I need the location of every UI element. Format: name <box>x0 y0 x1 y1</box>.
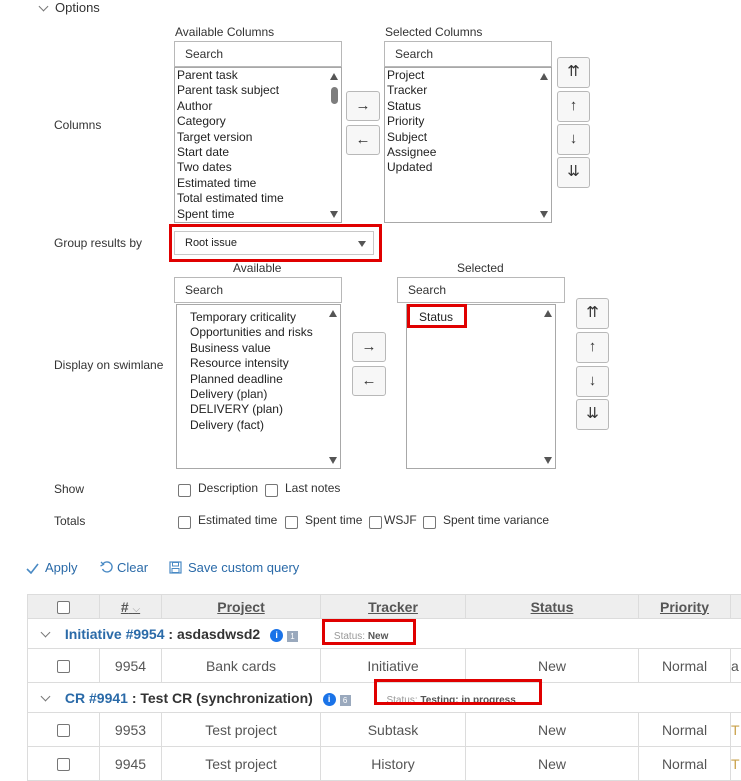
list-item[interactable]: Delivery (plan) <box>190 387 268 402</box>
add-swimlane-button[interactable]: → <box>352 332 386 362</box>
list-item[interactable]: Assignee <box>387 145 437 160</box>
available-columns-search[interactable]: Search <box>174 41 342 67</box>
chevron-down-icon[interactable] <box>41 691 51 701</box>
list-item[interactable]: Project <box>387 68 425 82</box>
sort-chevron-icon: ⌵ <box>132 603 141 615</box>
cell-id[interactable]: 9954 <box>100 649 162 683</box>
totals-spent-label: Spent time <box>305 513 363 527</box>
list-item[interactable]: Planned deadline <box>190 371 283 386</box>
move-swimlane-up-button[interactable]: ↑ <box>576 332 609 363</box>
scroll-up-icon[interactable] <box>540 73 548 80</box>
cell-tracker: Initiative <box>321 649 466 683</box>
show-label: Show <box>54 482 85 496</box>
cell-subject: a <box>731 649 741 683</box>
move-column-bottom-button[interactable]: ⇊ <box>557 157 590 188</box>
swimlane-available-search[interactable]: Search <box>174 277 342 303</box>
column-header-tracker[interactable]: Tracker <box>321 595 466 619</box>
chevron-down-icon <box>358 241 366 247</box>
totals-spent-variance-checkbox[interactable] <box>423 516 436 529</box>
row-checkbox[interactable] <box>57 724 70 737</box>
row-select-cell[interactable] <box>28 747 100 781</box>
swimlane-selected-header: Selected <box>457 261 504 275</box>
check-icon <box>26 563 39 574</box>
move-swimlane-bottom-button[interactable]: ⇊ <box>576 399 609 430</box>
list-item[interactable]: Updated <box>387 160 433 175</box>
scroll-down-icon[interactable] <box>540 211 548 218</box>
add-column-button[interactable]: → <box>346 91 380 121</box>
scroll-down-icon[interactable] <box>330 211 338 218</box>
totals-estimated-checkbox[interactable] <box>178 516 191 529</box>
select-all-checkbox[interactable] <box>57 601 70 614</box>
list-item[interactable]: Author <box>177 98 213 113</box>
list-item[interactable]: Estimated time <box>177 175 257 190</box>
cell-tracker: History <box>321 747 466 781</box>
cell-tracker: Subtask <box>321 713 466 747</box>
column-header-id-label: # <box>120 598 129 615</box>
cell-subject: T <box>731 713 741 747</box>
list-item[interactable]: Business value <box>190 340 271 355</box>
row-select-cell[interactable] <box>28 649 100 683</box>
list-item[interactable]: Opportunities and risks <box>190 325 313 340</box>
undo-icon <box>100 561 113 574</box>
scroll-down-icon[interactable] <box>544 457 552 464</box>
cell-priority: Normal <box>639 713 731 747</box>
list-item[interactable]: Start date <box>177 145 230 160</box>
cell-project: Test project <box>162 713 321 747</box>
available-columns-list[interactable] <box>174 67 342 223</box>
cell-status: New <box>466 713 639 747</box>
totals-estimated-label: Estimated time <box>198 513 278 527</box>
swimlane-selected-search[interactable]: Search <box>397 277 565 303</box>
list-item[interactable]: Total estimated time <box>177 191 284 206</box>
list-item[interactable]: Resource intensity <box>190 356 289 371</box>
count-badge: 1 <box>287 631 298 642</box>
cell-id[interactable]: 9953 <box>100 713 162 747</box>
select-all-header[interactable] <box>28 595 100 619</box>
column-header-priority[interactable]: Priority <box>639 595 731 619</box>
options-toggle[interactable]: Options <box>55 0 100 15</box>
scrollbar-thumb[interactable] <box>331 87 338 104</box>
totals-wsjf-label: WSJF <box>384 513 417 527</box>
move-swimlane-top-button[interactable]: ⇈ <box>576 298 609 329</box>
totals-wsjf-checkbox[interactable] <box>369 516 382 529</box>
list-item[interactable]: Two dates <box>177 160 232 175</box>
table-header-row <box>28 595 741 619</box>
remove-column-button[interactable]: ← <box>346 125 380 155</box>
cell-status: New <box>466 649 639 683</box>
column-header-project[interactable]: Project <box>162 595 321 619</box>
chevron-down-icon[interactable] <box>39 2 49 12</box>
table-row[interactable] <box>28 747 741 781</box>
list-item[interactable]: Target version <box>177 129 253 144</box>
list-item[interactable]: Priority <box>387 114 425 129</box>
column-header-status[interactable]: Status <box>466 595 639 619</box>
chevron-down-icon[interactable] <box>41 627 51 637</box>
group-issue-link[interactable]: CR #9941 <box>64 689 128 706</box>
highlight-box <box>374 679 542 705</box>
list-item[interactable]: Subject <box>387 129 428 144</box>
totals-spent-checkbox[interactable] <box>285 516 298 529</box>
list-item[interactable]: Status <box>387 98 422 113</box>
cell-priority: Normal <box>639 747 731 781</box>
swimlane-label: Display on swimlane <box>54 358 164 372</box>
scroll-down-icon[interactable] <box>329 457 337 464</box>
list-item[interactable]: Temporary criticality <box>190 310 297 324</box>
highlight-box <box>322 619 416 645</box>
status-label: Status: <box>386 694 418 706</box>
available-columns-header: Available Columns <box>175 25 275 39</box>
highlight-box <box>407 304 467 328</box>
status-value: New <box>367 630 389 642</box>
list-item[interactable]: Delivery (fact) <box>190 417 265 432</box>
totals-label: Totals <box>54 514 86 528</box>
row-checkbox[interactable] <box>57 758 70 771</box>
list-item[interactable]: Status <box>419 310 454 324</box>
column-header-id[interactable] <box>100 595 162 619</box>
group-results-label: Group results by <box>54 236 143 250</box>
count-badge: 6 <box>340 695 351 706</box>
group-title: : Test CR (synchronization) <box>131 689 313 706</box>
selected-columns-header: Selected Columns <box>385 25 483 39</box>
table-row[interactable] <box>28 713 741 747</box>
scroll-up-icon[interactable] <box>329 310 337 317</box>
group-results-value: Root issue <box>185 237 237 249</box>
save-icon <box>169 561 182 574</box>
remove-swimlane-button[interactable]: ← <box>352 366 386 396</box>
list-item[interactable]: Tracker <box>387 83 428 98</box>
move-column-down-button[interactable]: ↓ <box>557 124 590 155</box>
move-swimlane-down-button[interactable]: ↓ <box>576 366 609 397</box>
cell-status: New <box>466 747 639 781</box>
show-last-notes-checkbox[interactable] <box>265 484 278 497</box>
swimlane-available-header: Available <box>233 261 282 275</box>
group-issue-link[interactable]: Initiative #9954 <box>64 625 165 642</box>
save-query-button[interactable]: Save custom query <box>188 560 300 575</box>
apply-button[interactable]: Apply <box>45 560 78 575</box>
column-header-more <box>731 595 741 619</box>
scroll-up-icon[interactable] <box>330 73 338 80</box>
selected-columns-list[interactable] <box>384 67 552 223</box>
status-value: Testing: in progress <box>420 694 516 706</box>
swimlane-selected-list[interactable] <box>406 304 556 469</box>
list-item[interactable]: Parent task subject <box>177 83 280 98</box>
row-select-cell[interactable] <box>28 713 100 747</box>
group-title: : asdasdwsd2 <box>168 625 261 642</box>
cell-project: Bank cards <box>162 649 321 683</box>
table-row[interactable] <box>28 649 741 683</box>
show-description-label: Description <box>198 481 259 495</box>
move-column-up-button[interactable]: ↑ <box>557 91 590 122</box>
move-column-top-button[interactable]: ⇈ <box>557 57 590 88</box>
group-results-select[interactable] <box>174 231 374 255</box>
clear-button[interactable]: Clear <box>117 560 149 575</box>
list-item[interactable]: Parent task <box>177 68 238 82</box>
list-item[interactable]: DELIVERY (plan) <box>190 402 283 417</box>
scroll-up-icon[interactable] <box>544 310 552 317</box>
status-label: Status: <box>333 630 366 642</box>
selected-columns-search[interactable]: Search <box>384 41 552 67</box>
info-icon[interactable]: i <box>270 629 283 642</box>
cell-project: Test project <box>162 747 321 781</box>
row-checkbox[interactable] <box>57 660 70 673</box>
columns-label: Columns <box>54 118 102 132</box>
cell-priority: Normal <box>639 649 731 683</box>
show-description-checkbox[interactable] <box>178 484 191 497</box>
list-item[interactable]: Category <box>177 114 226 129</box>
list-item[interactable]: Spent time <box>177 206 235 221</box>
info-icon[interactable]: i <box>323 693 336 706</box>
cell-subject: T <box>731 747 741 781</box>
totals-spent-variance-label: Spent time variance <box>443 513 550 527</box>
cell-id[interactable]: 9945 <box>100 747 162 781</box>
swimlane-available-list[interactable] <box>176 304 341 469</box>
show-last-notes-label: Last notes <box>285 481 341 495</box>
